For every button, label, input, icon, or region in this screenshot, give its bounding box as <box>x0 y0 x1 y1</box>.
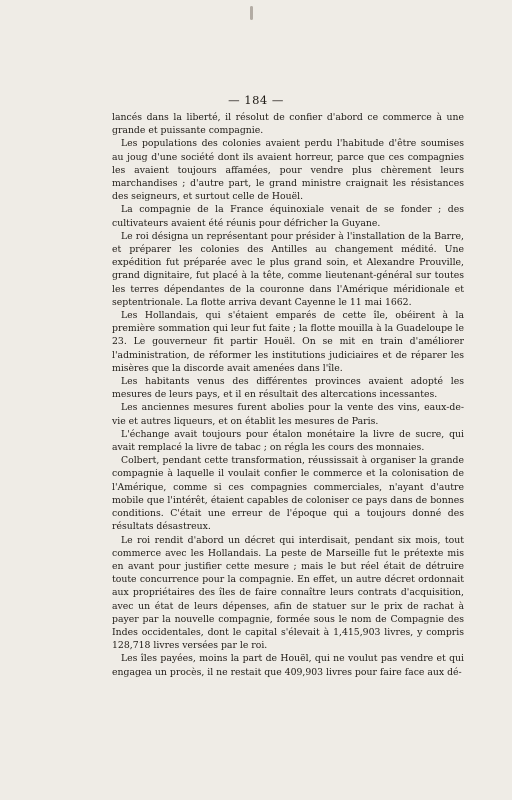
paragraph: Les îles payées, moins la part de Houël, qui ne voulut pas vendre et qui engagea un procès, il ne restait que 409,903 livres pour faire face aux dé- <box>112 653 464 678</box>
paragraph: lancés dans la liberté, il résolut de confier d'abord ce commerce à une grande et puissante compagnie. <box>112 112 464 137</box>
paragraph: Les populations des colonies avaient perdu l'habitude d'être soumises au joug d'une société dont ils avaient horreur, parce que ces compagnies les avaient toujours affamées, pour vendre plus chèrement leurs marchandises ; d'autre part, le grand ministre craignait les résistances des seigneurs, et surtout celle de Houël. <box>112 138 464 203</box>
binding-mark <box>250 6 253 20</box>
paragraph: Le roi désigna un représentant pour présider à l'installation de la Barre, et préparer les colonies des Antilles au changement médité. Une expédition fut préparée avec le plus grand soin, et Alexandre Prouville, grand dignitaire, fut placé à la tête, comme lieutenant-général sur toutes les terres dépendantes de la couronne dans l'Amérique méridionale et septentrionale. La flotte arriva devant Cayenne le 11 mai 1662. <box>112 230 464 308</box>
paragraph: La compagnie de la France équinoxiale venait de se fonder ; des cultivateurs avaient été réunis pour défricher la Guyane. <box>112 204 464 229</box>
paragraph: Le roi rendit d'abord un décret qui interdisait, pendant six mois, tout commerce avec les Hollandais. La peste de Marseille fut le prétexte mis en avant pour justifier cette mesure ; mais le but réel était de détruire toute concurrence pour la compagnie. En effet, un autre décret ordonnait aux propriétaires des îles de faire connaître leurs contrats d'acquisition, avec un état de leurs dépenses, afin de statuer sur le prix de rachat à payer par la nouvelle compagnie, formée sous le nom de Compagnie des Indes occidentales, dont le capital s'élevait à 1,415,903 livres, y compris 128,718 livres versées par le roi. <box>112 534 464 652</box>
body-text <box>112 111 464 679</box>
paragraph: Les Hollandais, qui s'étaient emparés de cette île, obéirent à la première sommation qui leur fut faite ; la flotte mouilla à la Guadeloupe le 23. Le gouverneur fit partir Houël. On se mit en train d'améliorer l'administration, de réformer les institutions judiciaires et de réparer les misères que la discorde avait amenées dans l'île. <box>112 310 464 374</box>
paragraph: Les anciennes mesures furent abolies pour la vente des vins, eaux-de-vie et autres liqueurs, et on établit les mesures de Paris. <box>112 402 464 427</box>
paragraph: Les habitants venus des différentes provinces avaient adopté les mesures de leurs pays, et il en résultait des altercations incessantes. <box>112 376 464 401</box>
page-number: — 184 — <box>228 93 284 107</box>
paragraph: L'échange avait toujours pour étalon monétaire la livre de sucre, qui avait remplacé la livre de tabac ; on régla les cours des monnaies. <box>112 428 464 454</box>
paragraph: Colbert, pendant cette transformation, réussissait à organiser la grande compagnie à laquelle il voulait confier le commerce et la colonisation de l'Amérique, comme si ces compagnies commerciales, n'ayant d'autre mobile que l'intérêt, étaient capables de coloniser ce pays dans de bonnes conditions. C'était une erreur de l'époque qui a toujours donné des résultats désastreux. <box>112 455 464 533</box>
